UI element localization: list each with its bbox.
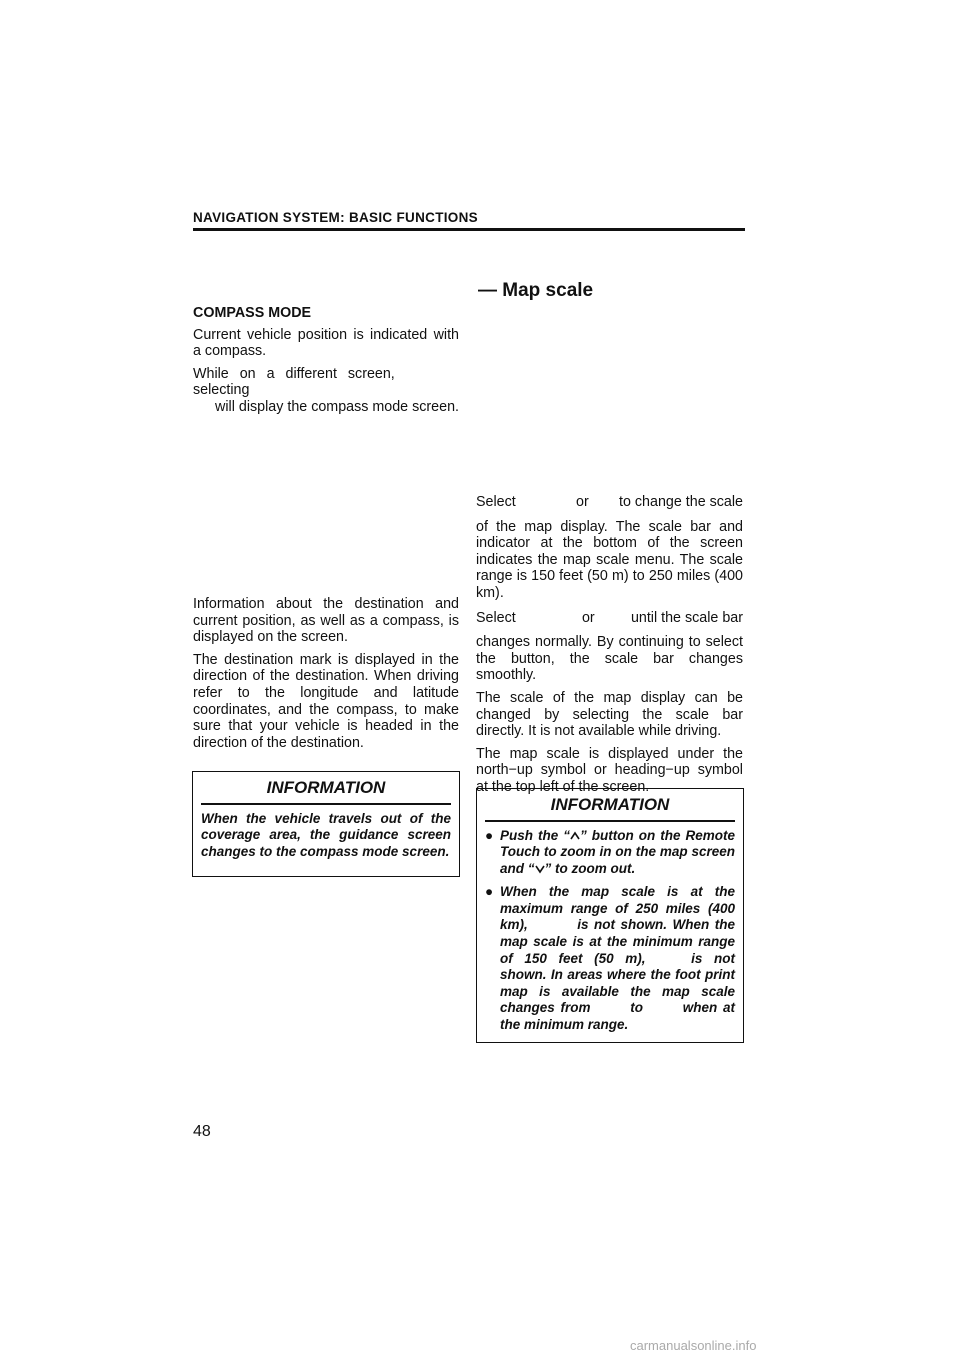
compass-mode-heading: COMPASS MODE — [193, 305, 312, 321]
running-header: NAVIGATION SYSTEM: BASIC FUNCTIONS — [193, 210, 478, 225]
information-bullet-2 — [485, 884, 735, 1033]
or-word: or — [576, 494, 589, 510]
watermark: carmanualsonline.info — [630, 1338, 757, 1353]
map-scale-para-4: The map scale is displayed under the north−up symbol or heading−up symbol at the top left of the screen. — [476, 745, 743, 795]
information-body-right — [477, 822, 743, 1040]
compass-mode-para-4: The destination mark is displayed in the direction of the destination. When driving refer to the longitude and latitude coordinates, and the compass, to make sure that your vehicle is headed in the direction of the destination. — [193, 651, 459, 751]
bullet-2-part-e: when at the minimum range. — [500, 1000, 735, 1033]
para-1-tail: to change the scale — [619, 494, 743, 510]
section-title: — Map scale — [478, 280, 594, 301]
para-2-first-line-right — [476, 610, 743, 627]
information-title: INFORMATION — [266, 778, 386, 797]
select-word-2: Select — [476, 609, 516, 626]
para-2-start: While on a different screen, selecting — [193, 365, 395, 399]
chevron-up-icon — [570, 831, 580, 840]
bullet-icon-2: ● — [485, 884, 494, 900]
map-scale-para-3: The scale of the map display can be changed by selecting the scale bar directly. It is not available while driving. — [476, 689, 743, 740]
chevron-down-icon — [535, 865, 545, 874]
bullet-2-part-d: to — [630, 1000, 643, 1016]
information-title-right: INFORMATION — [550, 795, 670, 814]
information-box-left — [192, 771, 460, 877]
page-number: 48 — [193, 1123, 211, 1140]
bullet-1-part-b: ” button on the Remote Touch to zoom in on the map screen and “ — [500, 827, 735, 876]
para-1-first-line — [476, 494, 743, 511]
para-2-first-line — [193, 366, 459, 399]
compass-mode-para-1: Current vehicle position is indicated with a compass. — [193, 326, 459, 360]
map-scale-text — [476, 494, 743, 802]
para-2-tail: until the scale bar — [630, 609, 743, 626]
information-box-right — [476, 788, 744, 1043]
bullet-2-part-a: When the map scale is at the maximum range of 250 miles (400 km), — [500, 884, 735, 933]
or-word-2: or — [581, 609, 595, 626]
information-body — [193, 805, 459, 867]
para-2-rest: changes normally. By continuing to select the button, the scale bar changes smoothly. — [476, 634, 743, 684]
bullet-2-part-b: is not shown. When the map scale is at the minimum range of 150 feet (50 m), — [500, 917, 735, 966]
compass-mode-para-3: Information about the destination and current position, as well as a compass, is displayed on the screen. — [193, 596, 459, 646]
information-text: When the vehicle travels out of the coverage area, the guidance screen changes to the compass mode screen. — [201, 810, 451, 859]
compass-mode-details — [193, 596, 459, 757]
select-word: Select — [476, 494, 516, 510]
para-1-rest: of the map display. The scale bar and indicator at the bottom of the screen indicates the map scale menu. The scale range is 150 feet (50 m) to 250 miles (400 km). — [476, 518, 743, 601]
map-scale-para-2 — [476, 610, 743, 684]
header-rule — [193, 228, 745, 231]
bullet-1-part-a: Push the “ — [500, 827, 571, 843]
compass-mode-para-2 — [193, 366, 459, 416]
compass-mode-intro — [193, 305, 459, 422]
information-bullet-1 — [485, 828, 735, 878]
map-scale-para-1 — [476, 494, 743, 602]
bullet-2-part-c: is not shown. In areas where the foot print map is available the map scale changes from — [500, 950, 735, 1016]
para-2-end: will display the compass mode screen. — [215, 398, 459, 415]
bullet-icon: ● — [485, 827, 494, 843]
bullet-1-part-c: ” to zoom out. — [544, 860, 636, 876]
